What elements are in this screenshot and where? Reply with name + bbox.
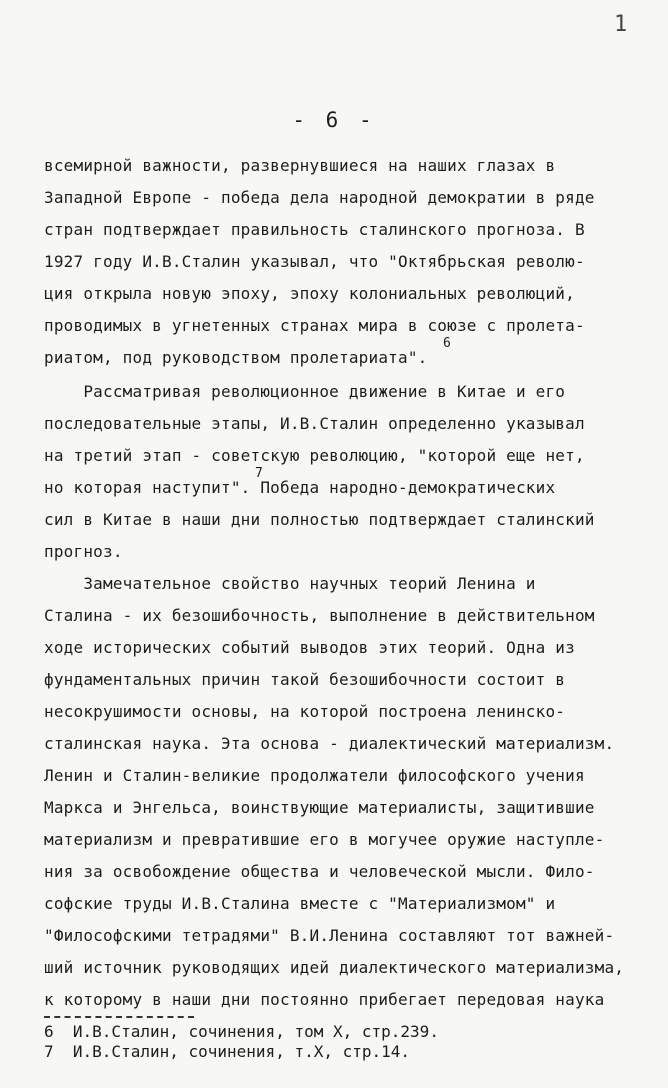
footnote-rule — [44, 1016, 194, 1018]
text-line: ходе исторических событий выводов этих теорий. Одна из — [44, 638, 575, 657]
text-line: Ленин и Сталин-великие продолжатели философского учения — [44, 766, 585, 785]
text-line: к которому в наши дни постоянно прибегает передовая наука — [44, 990, 605, 1009]
text-line: фундаментальных причин такой безошибочности состоит в — [44, 670, 566, 689]
text-line: на третий этап - советскую революцию, "которой еще нет, — [44, 446, 585, 465]
text-line: риатом, под руководством пролетариата". — [44, 348, 428, 367]
text-line: сил в Китае в наши дни полностью подтверждает сталинский — [44, 510, 595, 529]
footnote: 6 И.В.Сталин, сочинения, том X, стр.239. — [44, 1022, 439, 1041]
footnote-ref: 7 — [255, 466, 263, 481]
text-line: стран подтверждает правильность сталинского прогноза. В — [44, 220, 585, 239]
text-line: Рассматривая революционное движение в Китае и его — [44, 382, 566, 401]
text-line: Маркса и Энгельса, воинствующие материалисты, защитившие — [44, 798, 595, 817]
text-line: Сталина - их безошибочность, выполнение в действительном — [44, 606, 595, 625]
page-number: - 6 - — [292, 108, 376, 132]
corner-mark: 1 — [614, 12, 628, 37]
text-line: Замечательное свойство научных теорий Ленина и — [44, 574, 536, 593]
footnote-ref: 6 — [443, 336, 451, 351]
text-line: "Философскими тетрадями" В.И.Ленина составляют тот важней- — [44, 926, 615, 945]
text-line: несокрушимости основы, на которой построена ленинско- — [44, 702, 566, 721]
text-line: софские труды И.В.Сталина вместе с "Материализмом" и — [44, 894, 556, 913]
text-line: сталинская наука. Эта основа - диалектический материализм. — [44, 734, 615, 753]
text-line: но которая наступит". Победа народно-демократических — [44, 478, 556, 497]
text-line: проводимых в угнетенных странах мира в союзе с пролета- — [44, 316, 585, 335]
text-line: всемирной важности, развернувшиеся на наших глазах в — [44, 156, 556, 175]
text-line: ший источник руководящих идей диалектического материализма, — [44, 958, 625, 977]
text-line: ния за освобождение общества и человеческой мысли. Фило- — [44, 862, 595, 881]
text-line: прогноз. — [44, 542, 123, 561]
text-line: Западной Европе - победа дела народной демократии в ряде — [44, 188, 595, 207]
text-line: материализм и превратившие его в могучее оружие наступле- — [44, 830, 605, 849]
text-line: ция открыла новую эпоху, эпоху колониальных революций, — [44, 284, 575, 303]
text-line: последовательные этапы, И.В.Сталин определенно указывал — [44, 414, 585, 433]
text-line: 1927 году И.В.Сталин указывал, что "Октябрьская револю- — [44, 252, 585, 271]
footnote: 7 И.В.Сталин, сочинения, т.X, стр.14. — [44, 1042, 411, 1061]
